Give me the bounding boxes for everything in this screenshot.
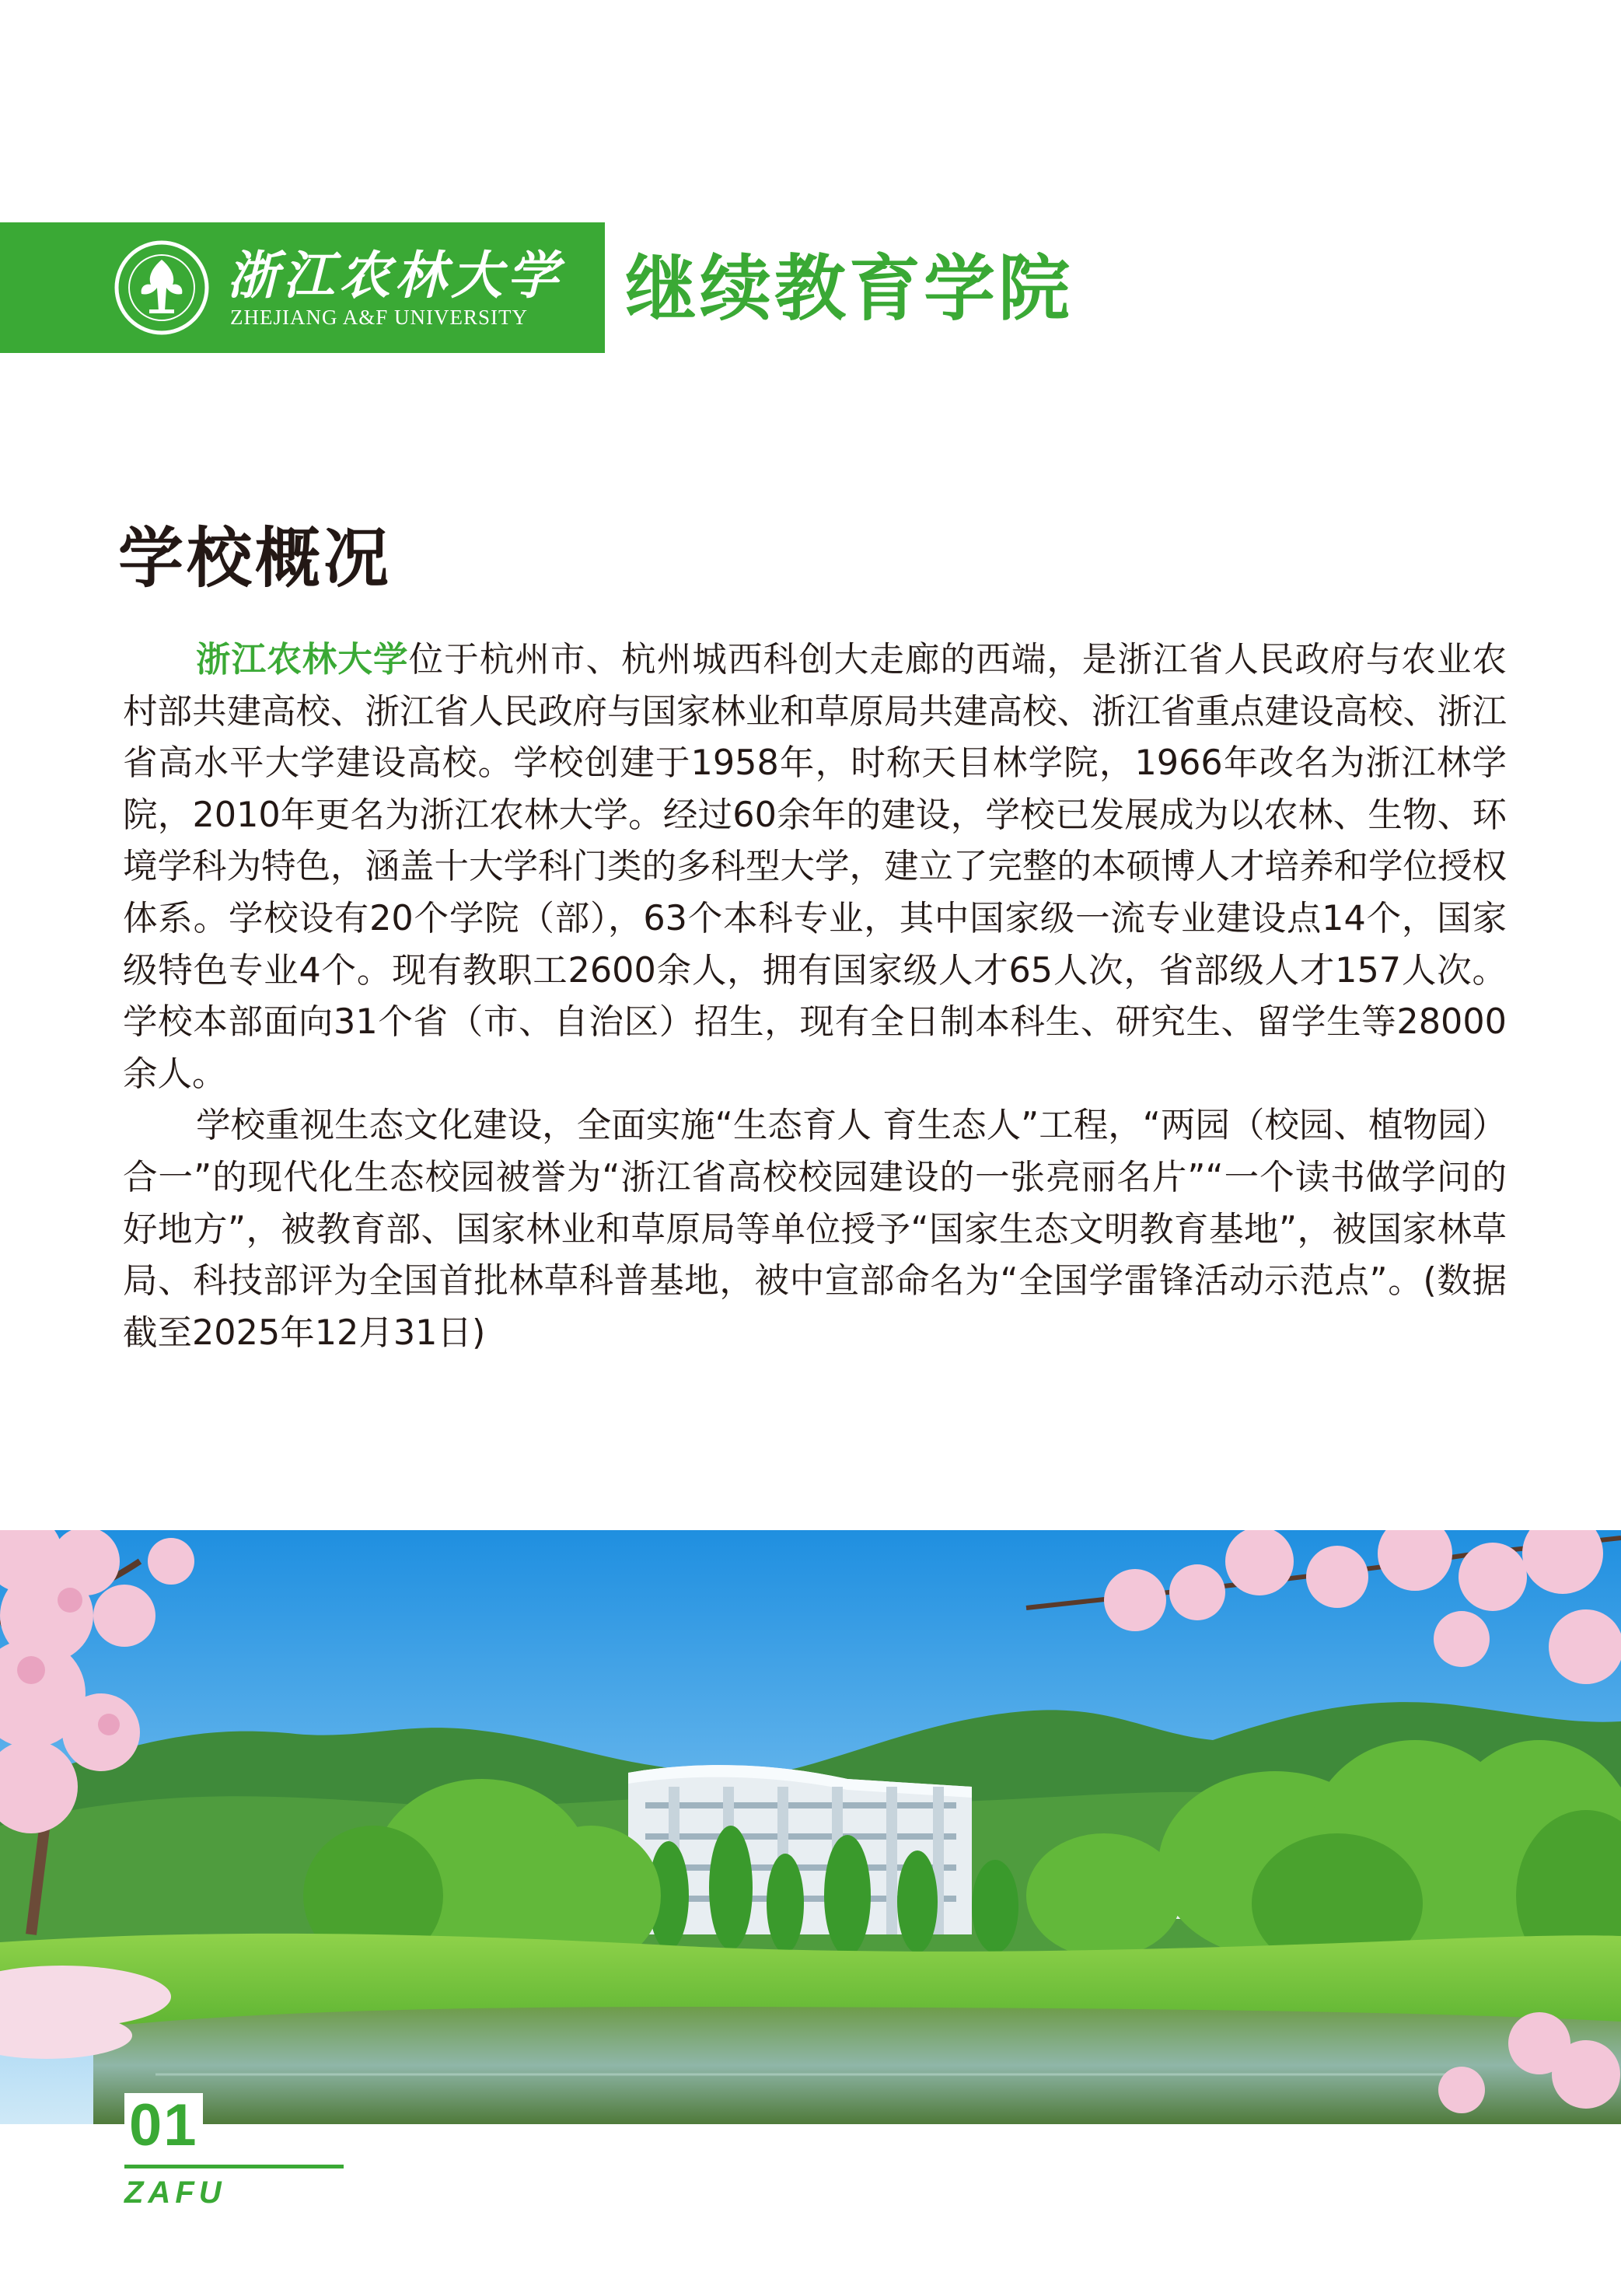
paragraph-1 xyxy=(123,634,1507,1100)
zafu-brand-mark: ZAFU xyxy=(124,2175,226,2210)
paragraph-2: 学校重视生态文化建设，全面实施“生态育人 育生态人”工程，“两园（校园、植物园）合一”的现代化生态校园被誉为“浙江省高校校园建设的一张亮丽名片”“一个读书做学问的好地方”，被教育部、国家林业和草原局等单位授予“国家生态文明教育基地”，被国家林草局、科技部评为全国首批林草科普基地，被中宣部命名为“全国学雷锋活动示范点”。(数据截至2025年12月31日) xyxy=(123,1106,1507,1353)
page-number-rule xyxy=(124,2165,344,2168)
logo-chinese-name: 浙江农林大学 xyxy=(227,245,563,306)
section-title: 学校概况 xyxy=(118,520,393,596)
campus-photo xyxy=(0,1530,1621,2124)
university-seal-icon xyxy=(114,239,210,336)
college-name: 继续教育学院 xyxy=(625,247,1074,330)
body-text xyxy=(123,634,1507,1359)
logo-english-name: ZHEJIANG A&F UNIVERSITY xyxy=(230,306,528,329)
campus-illustration xyxy=(0,1530,1621,2124)
page-number: 01 xyxy=(124,2093,203,2158)
paragraph-1-text: 位于杭州市、杭州城西科创大走廊的西端，是浙江省人民政府与农业农村部共建高校、浙江省人民政府与国家林业和草原局共建高校、浙江省重点建设高校、浙江省高水平大学建设高校。学校创建于1958年，时称天目林学院，1966年改名为浙江林学院，2010年更名为浙江农林大学。经过60余年的建设，学校已发展成为以农林、生物、环境学科为特色，涵盖十大学科门类的多科型大学，建立了完整的本硕博人才培养和学位授权体系。学校设有20个学院（部），63个本科专业，其中国家级一流专业建设点14个，国家级特色专业4个。现有教职工2600余人，拥有国家级人才65人次，省部级人才157人次。学校本部面向31个省（市、自治区）招生，现有全日制本科生、研究生、留学生等28000余人。 xyxy=(123,640,1507,1094)
university-name-highlight: 浙江农林大学 xyxy=(196,640,409,680)
